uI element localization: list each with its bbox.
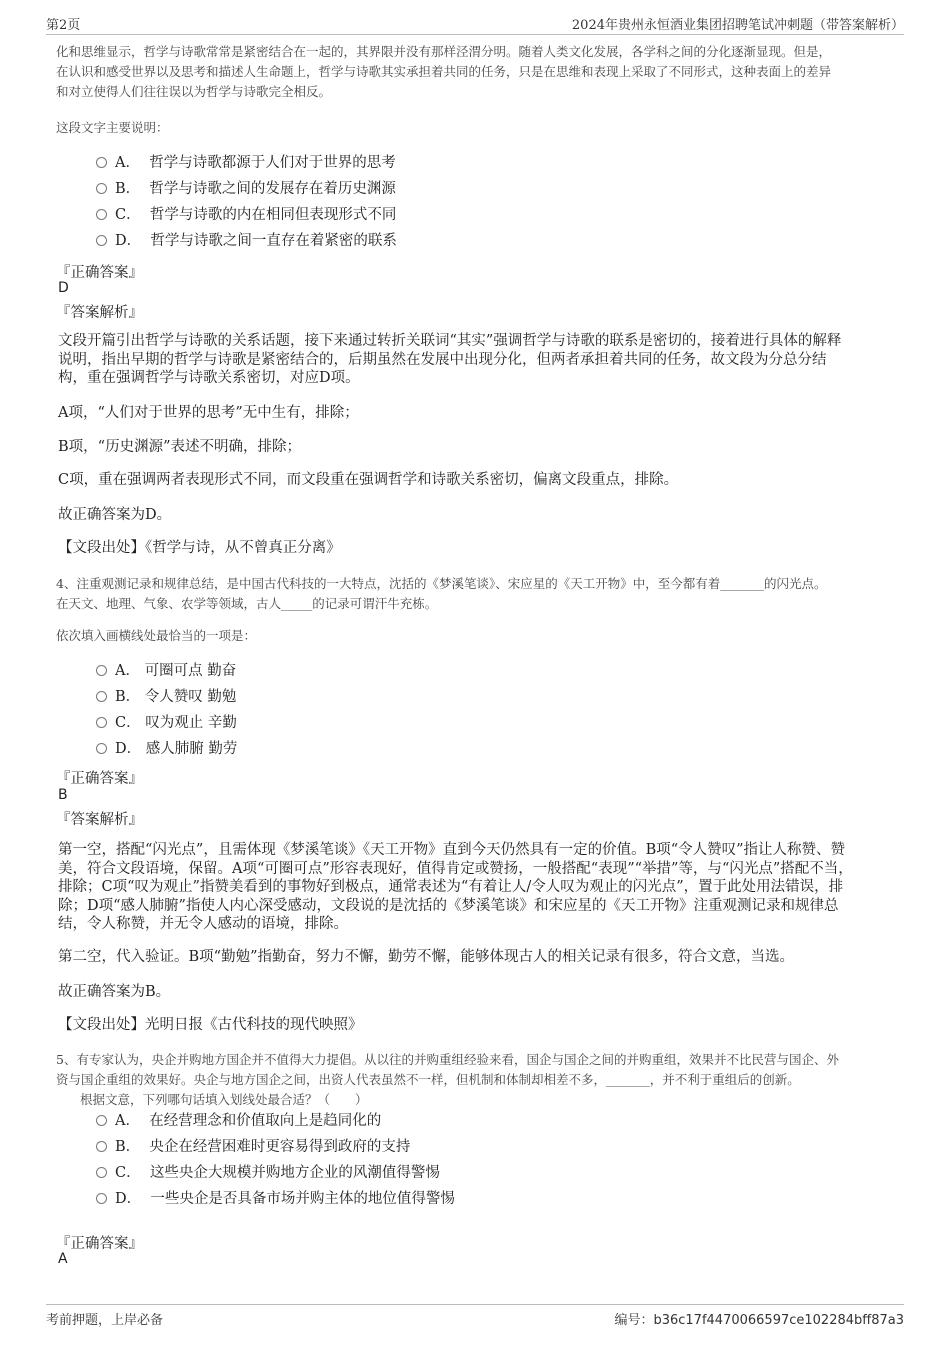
option-letter: D． — [115, 741, 142, 757]
option-letter: D． — [115, 233, 142, 249]
analysis-line: 美，符合文段语境，保留。A项“可圈可点”形容表现好，值得肯定或赞扬，一般搭配“表现”“举措”等，与“闪光点”搭配不当， — [58, 860, 853, 877]
q3-passage — [56, 42, 906, 102]
option-letter: A． — [115, 155, 140, 171]
option-text: 令人赞叹 勤勉 — [144, 689, 237, 705]
radio-icon[interactable] — [96, 717, 107, 728]
radio-icon[interactable] — [96, 665, 107, 676]
stem-line: 资与国企重组的效果好。央企与地方国企之间，出资人代表虽然不一样，但机制和体制却相差不多，_______，并不利于重组后的创新。 — [56, 1072, 800, 1087]
option-text: 感人肺腑 勤劳 — [145, 741, 238, 757]
q5-prompt: 根据文意，下列哪句话填入划线处最合适？（ ） — [80, 1092, 368, 1107]
option-text: 这些央企大规模并购地方企业的风潮值得警惕 — [149, 1165, 440, 1181]
q4-conclusion: 故正确答案为B。 — [58, 984, 171, 1000]
q4-option-c[interactable] — [96, 713, 237, 733]
q3-answer-label: 『正确答案』 — [56, 265, 143, 281]
q3-answer: D — [58, 280, 69, 296]
stem-line: 5、有专家认为，央企并购地方国企并不值得大力提倡。从以往的并购重组经验来看，国企与国企之间的并购重组，效果并不比民营与国企、外 — [56, 1052, 839, 1067]
radio-icon[interactable] — [96, 1141, 107, 1152]
option-letter: B． — [115, 689, 141, 705]
document-code — [614, 1309, 904, 1328]
option-letter: C． — [115, 715, 141, 731]
page-footer — [46, 1304, 904, 1329]
q3-note-a: A项，“人们对于世界的思考”无中生有，排除； — [58, 405, 359, 421]
option-text: 可圈可点 勤奋 — [144, 663, 237, 679]
analysis-line: 结，令人称赞，并无令人感动的语境，排除。 — [58, 916, 348, 932]
q3-analysis — [58, 332, 908, 388]
analysis-line: 排除；C项“叹为观止”指赞美看到的事物好到极点，通常表述为“有着让人/令人叹为观止的闪光点”，置于此处用法错误，排 — [58, 879, 844, 895]
footer-slogan: 考前押题，上岸必备 — [46, 1313, 164, 1328]
q4-source: 【文段出处】光明日报《古代科技的现代映照》 — [58, 1017, 363, 1033]
option-text: 央企在经营困难时更容易得到政府的支持 — [149, 1139, 411, 1155]
q4-prompt: 依次填入画横线处最恰当的一项是： — [56, 628, 257, 643]
q5-option-d[interactable] — [96, 1189, 455, 1209]
option-text: 哲学与诗歌之间的发展存在着历史渊源 — [149, 181, 396, 197]
option-letter: A． — [115, 1113, 140, 1129]
radio-icon[interactable] — [96, 1193, 107, 1204]
stem-line: 4、注重观测记录和规律总结，是中国古代科技的一大特点，沈括的《梦溪笔谈》、宋应星的《天工开物》中，至今都有着_______的闪光点。 — [56, 576, 827, 591]
q3-source: 【文段出处】《哲学与诗，从不曾真正分离》 — [58, 540, 341, 556]
option-letter: C． — [115, 207, 141, 223]
q3-note-c: C项，重在强调两者表现形式不同，而文段重在强调哲学和诗歌关系密切，偏离文段重点，排除。 — [58, 472, 679, 488]
q5-option-c[interactable] — [96, 1163, 440, 1183]
q5-option-a[interactable] — [96, 1111, 381, 1131]
code-label: 编号： — [614, 1313, 654, 1328]
q4-second-blank: 第二空，代入验证。B项“勤勉”指勤奋，努力不懈，勤劳不懈，能够体现古人的相关记录有很多，符合文意，当选。 — [58, 949, 794, 965]
page-header — [46, 14, 904, 35]
q3-option-a[interactable] — [96, 153, 396, 173]
q3-option-b[interactable] — [96, 179, 396, 199]
radio-icon[interactable] — [96, 1115, 107, 1126]
q4-answer: B — [58, 787, 68, 803]
stem-line: 在天文、地理、气象、农学等领域，古人_____的记录可谓汗牛充栋。 — [56, 596, 438, 611]
q3-option-c[interactable] — [96, 205, 396, 225]
q4-analysis-label: 『答案解析』 — [56, 812, 143, 828]
radio-icon[interactable] — [96, 209, 107, 220]
q5-answer-label: 『正确答案』 — [56, 1236, 143, 1252]
radio-icon[interactable] — [96, 691, 107, 702]
option-text: 一些央企是否具备市场并购主体的地位值得警惕 — [150, 1191, 455, 1207]
option-letter: D． — [115, 1191, 142, 1207]
q5-option-b[interactable] — [96, 1137, 410, 1157]
q3-option-d[interactable] — [96, 231, 397, 251]
document-title: 2024年贵州永恒酒业集团招聘笔试冲刺题（带答案解析） — [571, 18, 904, 33]
analysis-line: 第一空，搭配“闪光点”，且需体现《梦溪笔谈》《天工开物》直到今天仍然具有一定的价值。B项“令人赞叹”指让人称赞、赞 — [58, 842, 846, 858]
option-letter: C． — [115, 1165, 141, 1181]
analysis-line: 除；D项“感人肺腑”指使人内心深受感动，文段说的是沈括的《梦溪笔谈》和宋应星的《天工开物》注重观测记录和规律总 — [58, 897, 839, 914]
option-letter: A． — [115, 663, 140, 679]
analysis-line: 说明，指出早期的哲学与诗歌是紧密结合的，后期虽然在发展中出现分化，但两者承担着共同的任务，故文段为分总分结 — [58, 351, 827, 368]
page-number: 第2页 — [46, 18, 81, 33]
q4-stem — [56, 574, 906, 614]
radio-icon[interactable] — [96, 1167, 107, 1178]
analysis-line: 文段开篇引出哲学与诗歌的关系话题，接下来通过转折关联词“其实”强调哲学与诗歌的联系是密切的，接着进行具体的解释 — [58, 333, 842, 349]
q4-analysis — [58, 841, 908, 934]
q4-answer-label: 『正确答案』 — [56, 771, 143, 787]
q4-option-d[interactable] — [96, 739, 237, 759]
passage-line: 化和思维显示，哲学与诗歌常常是紧密结合在一起的，其界限并没有那样泾渭分明。随着人类文化发展，各学科之间的分化逐渐显现。但是， — [56, 44, 832, 59]
option-text: 哲学与诗歌之间一直存在着紧密的联系 — [150, 233, 397, 249]
q3-note-b: B项，“历史渊源”表述不明确，排除； — [58, 439, 301, 455]
radio-icon[interactable] — [96, 235, 107, 246]
q5-stem — [56, 1050, 906, 1090]
q3-conclusion: 故正确答案为D。 — [58, 507, 172, 523]
q3-analysis-label: 『答案解析』 — [56, 305, 143, 321]
option-text: 在经营理念和价值取向上是趋同化的 — [149, 1113, 382, 1129]
option-letter: B． — [115, 181, 141, 197]
passage-line: 和对立使得人们往往误以为哲学与诗歌完全相反。 — [56, 84, 332, 99]
option-text: 叹为观止 辛勤 — [145, 715, 237, 731]
analysis-line: 构，重在强调哲学与诗歌关系密切，对应D项。 — [58, 370, 360, 386]
option-text: 哲学与诗歌都源于人们对于世界的思考 — [149, 155, 396, 171]
radio-icon[interactable] — [96, 183, 107, 194]
radio-icon[interactable] — [96, 157, 107, 168]
q4-option-a[interactable] — [96, 661, 236, 681]
q3-prompt: 这段文字主要说明： — [56, 120, 169, 135]
option-text: 哲学与诗歌的内在相同但表现形式不同 — [149, 207, 397, 223]
q4-option-b[interactable] — [96, 687, 236, 707]
q5-answer: A — [58, 1251, 68, 1267]
radio-icon[interactable] — [96, 743, 107, 754]
passage-line: 在认识和感受世界以及思考和描述人生命题上，哲学与诗歌其实承担着共同的任务，只是在思维和表现上采取了不同形式，这种表面上的差异 — [56, 64, 832, 79]
option-letter: B． — [115, 1139, 141, 1155]
code-value: b36c17f4470066597ce102284bff87a3 — [653, 1313, 904, 1328]
